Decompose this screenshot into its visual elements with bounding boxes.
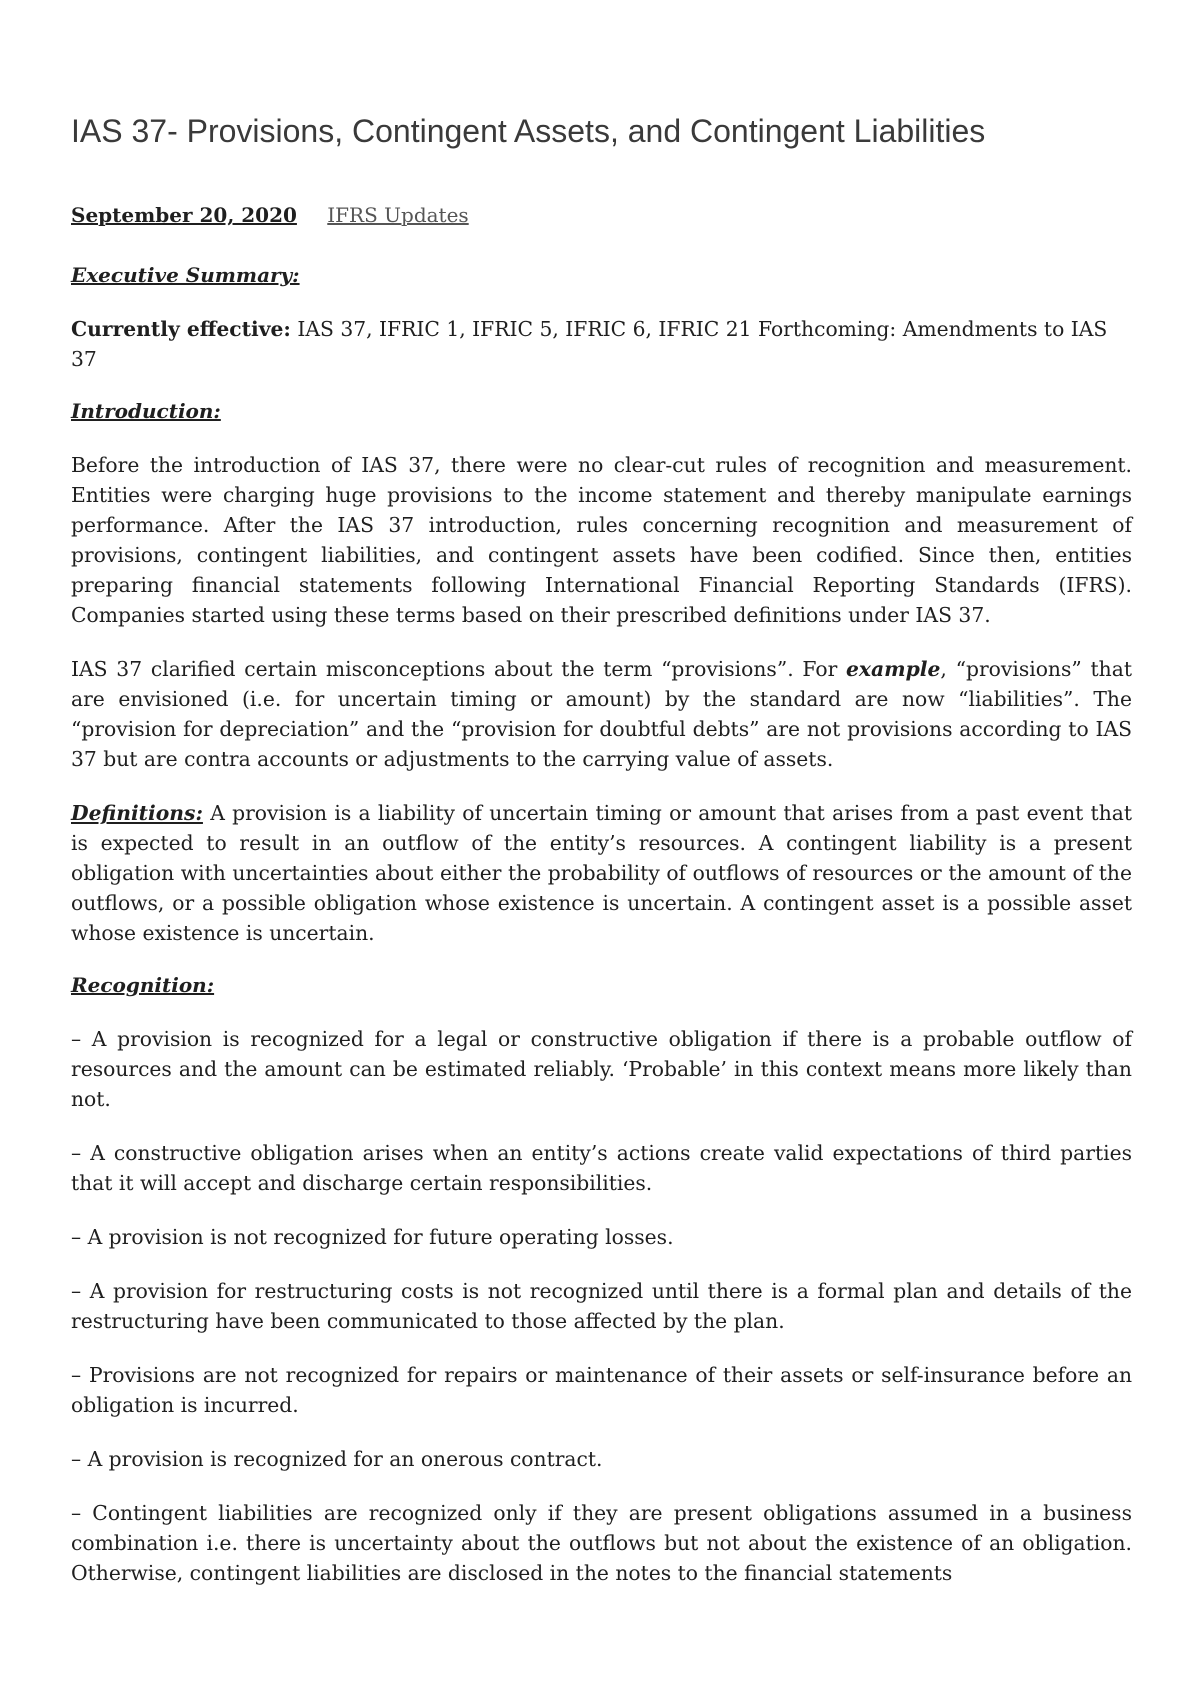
- currently-effective-text: IAS 37, IFRIC 1, IFRIC 5, IFRIC 6, IFRIC 21 Forthcoming: Amendments to IAS 37: [71, 317, 1108, 372]
- recognition-item-7: – Contingent liabilities are recognized only if they are present obligations assumed in a business combination i.e. there is uncertainty about the outflows but not about the existence of an obligation. Otherwise, contingent liabilities are disclosed in the notes to the financial statements: [71, 1501, 1132, 1586]
- introduction-heading: Introduction:: [71, 399, 221, 424]
- definitions-heading: Definitions:: [71, 801, 203, 826]
- introduction-paragraph-2: [71, 654, 1132, 774]
- recognition-item-3: – A provision is not recognized for future operating losses.: [71, 1225, 674, 1250]
- introduction-p2-before: IAS 37 clarified certain misconceptions about the term “provisions”. For: [71, 657, 847, 682]
- article-meta: [71, 202, 1132, 228]
- definitions-paragraph: [71, 798, 1132, 948]
- article-category-link[interactable]: IFRS Updates: [327, 203, 469, 228]
- document-page: [71, 112, 1132, 1612]
- article-title: IAS 37- Provisions, Contingent Assets, and Contingent Liabilities: [71, 113, 986, 149]
- definitions-text: A provision is a liability of uncertain timing or amount that arises from a past event that is expected to result in an outflow of the entity’s resources. A contingent liability is a present obligation with uncertainties about either the probability of outflows of resources or the amount of the outflows, or a possible obligation whose existence is uncertain. A contingent asset is a possible asset whose existence is uncertain.: [71, 801, 1132, 946]
- recognition-item-6: – A provision is recognized for an onerous contract.: [71, 1447, 603, 1472]
- introduction-p2-after: , “provisions” that are envisioned (i.e. for uncertain timing or amount) by the standard are now “liabilities”. The “provision for depreciation” and the “provision for doubtful debts” are not provisions according to IAS 37 but are contra accounts or adjustments to the carrying value of assets.: [71, 657, 1132, 772]
- executive-summary-paragraph: [71, 314, 1132, 374]
- currently-effective-label: Currently effective:: [71, 317, 291, 342]
- recognition-item-5: – Provisions are not recognized for repairs or maintenance of their assets or self-insurance before an obligation is incurred.: [71, 1363, 1132, 1418]
- recognition-item-4: – A provision for restructuring costs is not recognized until there is a formal plan and details of the restructuring have been communicated to those affected by the plan.: [71, 1279, 1132, 1334]
- article-date[interactable]: September 20, 2020: [71, 203, 297, 228]
- recognition-heading: Recognition:: [71, 973, 215, 998]
- introduction-p2-emphasis: example: [846, 657, 941, 682]
- introduction-paragraph-1: Before the introduction of IAS 37, there were no clear-cut rules of recognition and measurement. Entities were charging huge provisions to the income statement and thereby manipulate earnings performance. After the IAS 37 introduction, rules concerning recognition and measurement of provisions, contingent liabilities, and contingent assets have been codified. Since then, entities preparing financial statements following International Financial Reporting Standards (IFRS). Companies started using these terms based on their prescribed definitions under IAS 37.: [71, 453, 1132, 628]
- recognition-item-1: – A provision is recognized for a legal or constructive obligation if there is a probable outflow of resources and the amount can be estimated reliably. ‘Probable’ in this context means more likely than not.: [71, 1027, 1132, 1112]
- executive-summary-heading: Executive Summary:: [71, 263, 300, 288]
- recognition-item-2: – A constructive obligation arises when an entity’s actions create valid expectations of third parties that it will accept and discharge certain responsibilities.: [71, 1141, 1132, 1196]
